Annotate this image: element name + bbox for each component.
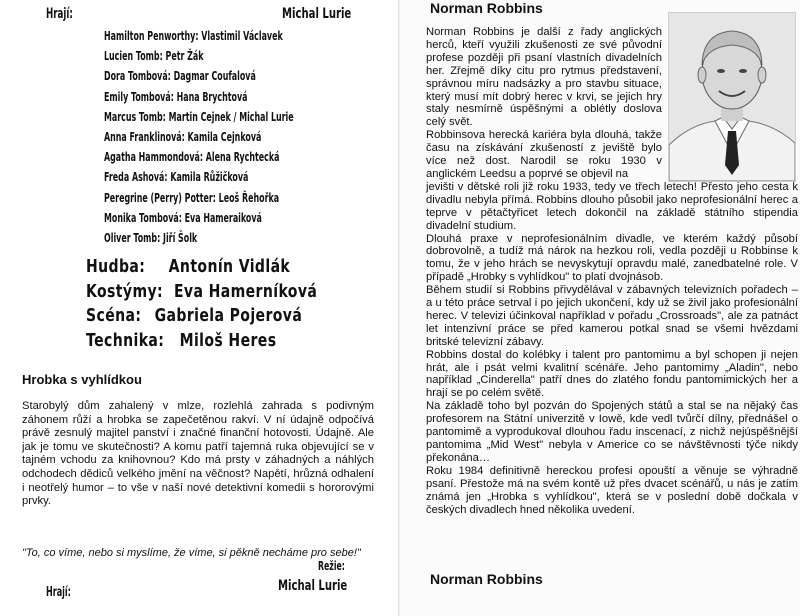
crew-name: Gabriela Pojerová [154,305,303,326]
bio-paragraph: Norman Robbins je další z řady anglických herců, kteří využili zkušenosti ze své původní profese později při psaní vlastních divadelních her. Zřejmě díky citu pro rytmus představení, správnou míru nadsázky a pro stavbu situace, který musí mít dobrý herec v krvi, se jejich hry staly nesmírně úspěšnými a oblétly doslova celý svět. [426,26,662,129]
cast-row [104,211,262,225]
cast-row [104,170,248,184]
author-biography [426,26,798,516]
crew-row [86,281,317,302]
bio-paragraph: Robbinsova herecká kariéra byla dlouhá, takže času na získávání zkušeností z jeviště bylo více než dost. Narodil se roku 1930 v anglickém Leedsu a poprvé se objevil na [426,129,662,180]
crew-row [86,256,290,277]
bottom-cast-heading: Hrají: [46,585,71,600]
cast-actor: Martin Cejnek / Michal Lurie [168,109,294,124]
cast-role: Monika Tombová: [104,210,182,225]
cast-actor: Kamila Růžičková [170,170,249,185]
bio-paragraph: Roku 1984 definitivně hereckou profesi opouští a věnuje se výhradně psaní. Přestože má na svém kontě už přes dvacet scénářů, u nás je zatím známá jen „Hrobka s vyhlídkou", která se v poslední době dočkala v českých divadlech hned několika uvedení. [426,464,798,516]
play-description: Starobylý dům zahalený v mlze, rozlehlá zahrada s podivným záhonem růží a hrobka se zapečetěnou rakví. V ní údajně odpočívá právě zesnulý majitel panství i značné finanční hotovosti. Údajně. Ale jak je tomu ve skutečnosti? A komu patří tajemná ruka objevující se v tajném vchodu za knihovnou? Kdo má prsty v záhadných a náhlých odchodech dědiců velkého jmění na věčnost? Napětí, hrůzná odhalení i neotřelý humor – to vše v naší nové detektivní komedii s hororovými prvky. [22,400,374,508]
cast-row [104,191,279,205]
cast-actor: Leoš Řehořka [218,190,280,205]
crew-row [86,305,302,326]
crew-name: Antonín Vidlák [168,256,291,277]
cast-role: Emily Tombová: [104,89,174,104]
cast-role: Hamilton Penworthy: [104,29,199,43]
cast-row [104,49,203,63]
author-heading: Norman Robbins [430,0,543,16]
cast-role: Anna Franklinová: [104,130,185,144]
cast-role: Oliver Tomb: [104,231,161,245]
bottom-rezie-label: Režie: [318,559,345,573]
play-title: Hrobka s vyhlídkou [22,372,142,387]
crew-name: Miloš Heres [179,329,277,351]
author-heading-bottom: Norman Robbins [430,571,543,587]
cast-actor: Kamila Cejnková [187,130,262,144]
cast-row [104,69,256,83]
crew-role: Technika: [86,329,165,351]
cast-row [104,29,283,43]
cast-row [104,231,197,245]
cast-role: Freda Ashová: [104,170,168,185]
cast-role: Peregrine (Perry) Potter: [104,190,216,205]
bio-paragraph: jevišti v dětské roli již roku 1933, tedy ve třech letech! Přesto jeho cesta k divadlu nebyla přímá. Robbins dlouho působil jako neprofesionální herec a teprve v pětačtyřicet letech dokončil na základě státního stipendia divadelní studium. [426,180,798,232]
cast-role: Marcus Tomb: [104,109,166,124]
crew-role: Kostýmy: [86,280,164,302]
bottom-director-name: Michal Lurie [278,578,348,594]
cast-role: Lucien Tomb: [104,49,163,64]
cast-role: Agatha Hammondová: [104,150,204,165]
crew-role: Hudba: [86,256,146,277]
crew-row [86,330,276,351]
right-page [400,0,800,616]
bio-paragraph: Na základě toho byl pozván do Spojených států a stal se na nějaký čas profesorem na Státní univerzitě v Iowě, kde vedl tvůrčí dílny, přednášel o pantomimě a vyprodukoval dlouhou řadu inscenací, z nichž nejúspěšnější pantomima „Mid West" nebyla v Americe co se návštěvnosti týče nikdy překonána… [426,400,798,464]
cast-actor: Vlastimil Václavek [201,29,283,43]
crew-name: Eva Hamerníková [173,280,318,302]
play-quote: "To, co víme, nebo si myslíme, že víme, si pěkně necháme pro sebe!" [22,547,361,559]
crew-role: Scéna: [86,305,142,326]
bio-paragraph: Dlouhá praxe v neprofesionálním divadle, ve kterém každý působí dobrovolně, a tudíž má nárok na hezkou roli, vedla později u Robbinse k tomu, že v jeho hrách se nevyskytují opravdu malé, zanedbatelné role. V případě „Hrobky s vyhlídkou" to platí dvojnásob. [426,232,798,284]
bio-paragraph: Během studií si Robbins přivydělával v zábavných televizních pořadech – a u této práce setrval i po jejich ukončení, kdy už se živil jako profesionální herec. V televizi účinkoval například v pořadu „Crossroads", ale za patnáct let intenzivní práce se před kamerou potkal snad se všemi hvězdami britské televizní zábavy. [426,284,798,348]
cast-row [104,110,294,124]
cast-role: Dora Tombová: [104,69,171,84]
cast-actor: Eva Hameraiková [184,210,262,225]
cast-heading: Hrají: [46,6,73,22]
cast-actor: Dagmar Coufalová [173,69,256,84]
cast-row [104,130,261,144]
cast-actor: Jiří Šolk [163,231,198,245]
cast-actor: Hana Brychtová [176,89,248,104]
director-name: Michal Lurie [282,6,352,22]
cast-actor: Petr Žák [165,49,204,64]
cast-row [104,90,247,104]
bio-paragraph: Robbins dostal do kolébky i talent pro pantomimu a byl schopen ji nejen hrát, ale i psát velmi kvalitní scénáře. Jeho pantomimy „Aladin", nebo například „Cinderella" patří dnes do zlatého fondu pantomimických her a hrají se po celém světě. [426,348,798,400]
cast-actor: Alena Rychtecká [205,150,280,165]
cast-row [104,150,279,164]
